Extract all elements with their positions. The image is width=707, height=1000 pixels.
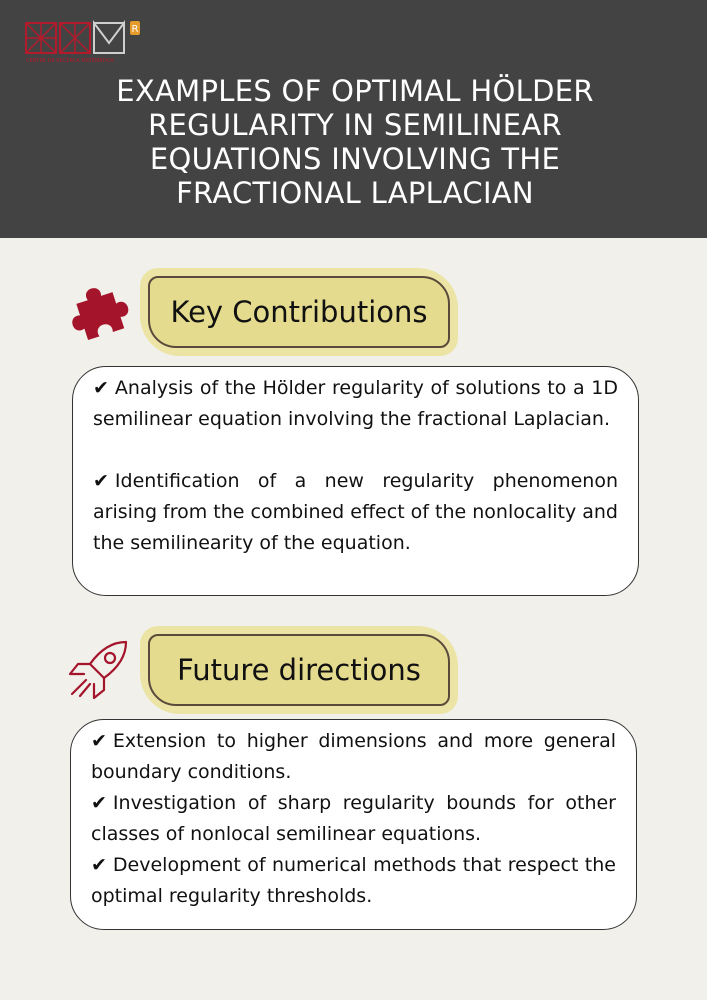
future-directions-heading-box xyxy=(140,626,458,714)
list-item: ✔ Identification of a new regularity phenomenon arising from the combined effect of the nonlocality and the semilinearity of the equation. xyxy=(93,470,618,554)
crm-logo xyxy=(24,18,149,66)
key-contributions-heading-box xyxy=(140,268,458,356)
check-icon: ✔ xyxy=(91,730,107,752)
key-contributions-card xyxy=(72,366,639,596)
svg-text:R: R xyxy=(131,24,139,35)
list-item: ✔ Analysis of the Hölder regularity of solutions to a 1D semilinear equation involving the fractional Laplacian. xyxy=(93,377,618,430)
future-directions-card xyxy=(70,719,637,930)
key-contributions-heading: Key Contributions xyxy=(148,276,450,348)
puzzle-piece-icon xyxy=(70,283,130,341)
header-banner xyxy=(0,0,707,238)
rocket-icon xyxy=(66,636,132,702)
future-directions-heading: Future directions xyxy=(148,634,450,706)
list-item: ✔ Development of numerical methods that respect the optimal regularity thresholds. xyxy=(91,854,616,907)
page-title: EXAMPLES OF OPTIMAL HÖLDER REGULARITY IN SEMILINEAR EQUATIONS INVOLVING THE FRACTIONAL LAPLACIAN xyxy=(116,74,594,210)
check-icon: ✔ xyxy=(91,792,107,814)
list-item: ✔ Extension to higher dimensions and more general boundary conditions. xyxy=(91,730,616,783)
check-icon: ✔ xyxy=(93,470,109,492)
list-item: ✔ Investigation of sharp regularity bounds for other classes of nonlocal semilinear equations. xyxy=(91,792,616,845)
check-icon: ✔ xyxy=(93,377,109,399)
svg-text:CENTRE DE RECERCA MATEMÀTICA: CENTRE DE RECERCA MATEMÀTICA xyxy=(26,58,114,64)
crm-logo-icon xyxy=(24,18,149,66)
check-icon: ✔ xyxy=(91,854,107,876)
